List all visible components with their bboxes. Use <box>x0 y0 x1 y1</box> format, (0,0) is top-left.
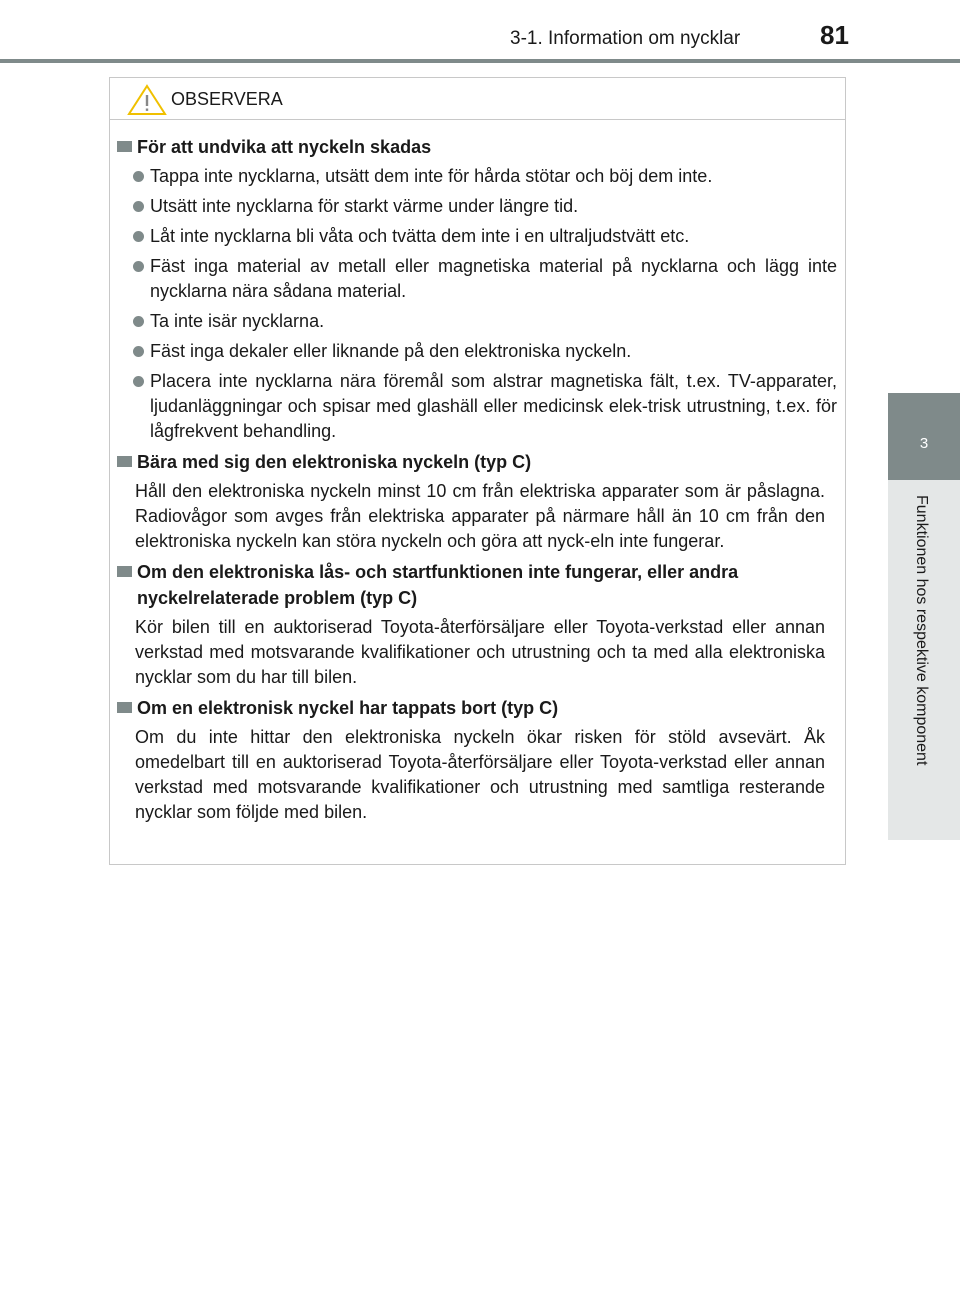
chapter-number: 3 <box>919 435 929 452</box>
round-bullet-icon <box>133 231 144 242</box>
round-bullet-icon <box>133 316 144 327</box>
header-rule <box>0 59 960 63</box>
section-heading-text: Bära med sig den elektroniska nyckeln (typ C) <box>137 452 532 472</box>
section-heading-text: Om en elektronisk nyckel har tappats bort (typ C) <box>137 698 559 718</box>
notice-title: OBSERVERA <box>171 89 283 109</box>
notice-header <box>110 78 845 120</box>
section-heading <box>117 134 837 160</box>
section-paragraph: Håll den elektroniska nyckeln minst 10 cm från elektriska apparater som är påslagna. Radiovågor som avges från elektriska apparater på närmare håll än 10 cm från den elektroniska nyckeln kan störa nyckeln och göra att nyck-eln inte fungerar. <box>135 481 825 551</box>
round-bullet-icon <box>133 171 144 182</box>
square-bullet-icon <box>117 702 132 713</box>
list-item <box>133 164 837 189</box>
square-bullet-icon <box>117 456 132 467</box>
list-item-text: Fäst inga dekaler eller liknande på den elektroniska nyckeln. <box>150 341 632 361</box>
section-paragraph: Om du inte hittar den elektroniska nyckeln ökar risken för stöld avsevärt. Åk omedelbart till en auktoriserad Toyota-återförsäljare eller Toyota-verkstad eller annan verkstad med motsvarande kvalifikationer och utrustning med samtliga resterande nycklar som följde med bilen. <box>135 727 825 822</box>
round-bullet-icon <box>133 261 144 272</box>
list-item-text: Fäst inga material av metall eller magnetiska material på nycklarna och lägg inte nycklarna nära sådana material. <box>150 256 837 301</box>
list-item <box>133 339 837 364</box>
warning-triangle-icon <box>127 84 167 116</box>
list-item <box>133 194 837 219</box>
section-heading-text: För att undvika att nyckeln skadas <box>137 137 432 157</box>
list-item-text: Ta inte isär nycklarna. <box>150 311 325 331</box>
round-bullet-icon <box>133 201 144 212</box>
list-item-text: Placera inte nycklarna nära föremål som alstrar magnetiska fält, t.ex. TV-apparater, ljudanläggningar och spisar med glashäll eller medicinsk elek-trisk utrustning, t.ex. för lågfrekvent behandling. <box>150 371 837 441</box>
square-bullet-icon <box>117 566 132 577</box>
list-item <box>133 224 837 249</box>
list-item-text: Utsätt inte nycklarna för starkt värme under längre tid. <box>150 196 579 216</box>
list-item <box>133 309 837 334</box>
list-item <box>133 254 837 304</box>
list-item-text: Tappa inte nycklarna, utsätt dem inte för hårda stötar och böj dem inte. <box>150 166 713 186</box>
section-paragraph: Kör bilen till en auktoriserad Toyota-återförsäljare eller Toyota-verkstad eller annan verkstad med motsvarande kvalifikationer och utrustning och ta med alla elektroniska nycklar som du har till bilen. <box>135 617 825 687</box>
page-number: 81 <box>820 20 849 50</box>
section-heading-text: Om den elektroniska lås- och startfunktionen inte fungerar, eller andra nyckelrelaterade problem (typ C) <box>137 562 739 608</box>
round-bullet-icon <box>133 346 144 357</box>
section-heading <box>117 449 837 475</box>
notice-body <box>110 120 845 825</box>
notice-box <box>109 77 846 865</box>
section-title: 3-1. Information om nycklar <box>510 28 741 49</box>
section-heading <box>117 695 837 721</box>
section-heading <box>117 559 837 611</box>
list-item <box>133 369 837 444</box>
round-bullet-icon <box>133 376 144 387</box>
chapter-tab <box>888 393 960 480</box>
chapter-title: Funktionen hos respektive komponent <box>913 495 930 766</box>
square-bullet-icon <box>117 141 132 152</box>
list-item-text: Låt inte nycklarna bli våta och tvätta dem inte i en ultraljudstvätt etc. <box>150 226 690 246</box>
